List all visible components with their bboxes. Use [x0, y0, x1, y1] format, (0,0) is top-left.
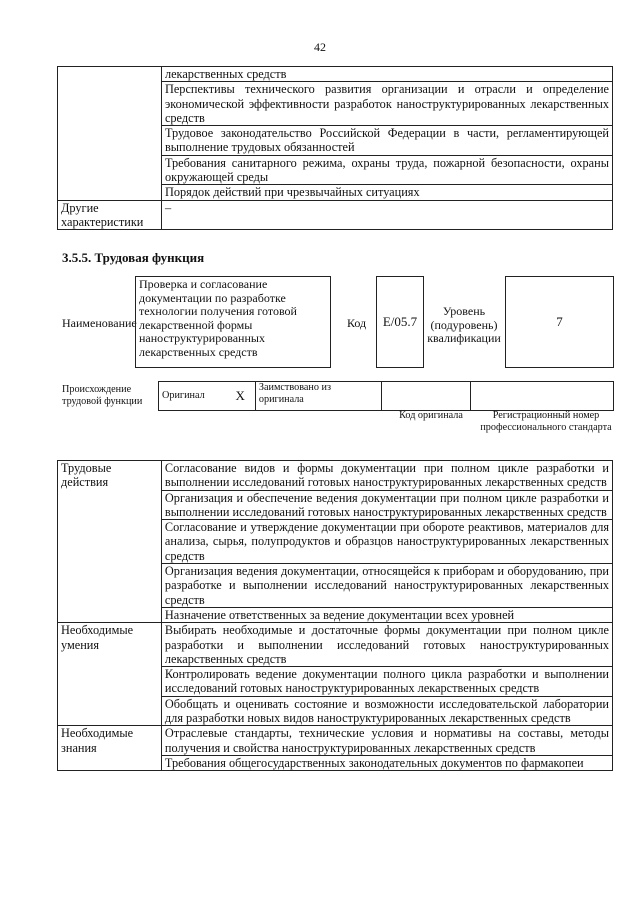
main-table	[57, 460, 613, 771]
original-mark: X	[225, 382, 255, 411]
original-code-caption: Код оригинала	[399, 410, 463, 421]
top-table	[57, 66, 613, 230]
list-item: Обобщать и оценивать состояние и возможности исследовательской лаборатории для разработки новых видов наноструктурированных лекарственных средств	[161, 696, 612, 726]
qualification-level-value: 7	[505, 276, 614, 368]
list-item: Выбирать необходимые и достаточные формы документации при полном цикле разработки и выполнении исследований готовых наноструктурированных лекарственных средств	[161, 623, 612, 667]
list-item: Организация ведения документации, относящейся к приборам и оборудованию, при разработке и выполнении исследований наноструктурированных лекарственных средств	[161, 564, 612, 608]
required-skills-label: Необходимые умения	[58, 623, 162, 726]
page-number: 42	[314, 40, 326, 54]
qualification-level-label: Уровень (подуровень) квалификации	[427, 304, 501, 345]
list-item: Отраслевые стандарты, технические условия и нормативы на составы, методы получения и свойства наноструктурированных лекарственных средств	[161, 726, 612, 756]
code-value: E/05.7	[376, 276, 424, 368]
function-name-value: Проверка и согласование документации по разработке технологии получения готовой лекарственной формы наноструктурированных лекарственных средств	[135, 276, 331, 368]
list-item: Требования санитарного режима, охраны труда, пожарной безопасности, охраны окружающей среды	[161, 155, 612, 185]
list-item: Порядок действий при чрезвычайных ситуациях	[161, 185, 612, 200]
section-heading: 3.5.5. Трудовая функция	[62, 250, 205, 265]
original-code-cell	[381, 382, 471, 411]
name-label: Наименование	[62, 316, 137, 330]
list-item: Требования общегосударственных законодательных документов по фармакопеи	[161, 755, 612, 770]
list-item: Организация и обеспечение ведения документации при полном цикле разработки и выполнении исследований готовых наноструктурированных лекарственных средств	[161, 490, 612, 520]
list-item: Назначение ответственных за ведение документации всех уровней	[161, 607, 612, 622]
list-item: Согласование видов и формы документации при полном цикле разработки и выполнении исследований готовых наноструктурированных лекарственных средств	[161, 461, 612, 491]
borrowed-label: Заимствовано из оригинала	[255, 382, 381, 411]
other-characteristics-value: –	[161, 200, 612, 230]
original-label: Оригинал	[159, 382, 226, 411]
list-item: лекарственных средств	[161, 67, 612, 82]
origin-label: Происхождение трудовой функции	[62, 384, 143, 407]
origin-table	[158, 381, 614, 411]
code-label: Код	[347, 316, 367, 330]
top-table-label-cell	[58, 67, 162, 201]
list-item: Согласование и утверждение документации при обороте реактивов, материалов для анализа, сырья, полупродуктов и образцов наноструктурированных лекарственных средств	[161, 520, 612, 564]
registration-number-cell	[471, 382, 614, 411]
registration-number-caption: Регистрационный номер профессионального стандарта	[480, 410, 612, 433]
required-knowledge-label: Необходимые знания	[58, 726, 162, 771]
labor-actions-label: Трудовые действия	[58, 461, 162, 623]
list-item: Контролировать ведение документации полного цикла разработки и выполнении исследований готовых наноструктурированных лекарственных средств	[161, 667, 612, 697]
list-item: Перспективы технического развития организации и отрасли и определение экономической эффективности разработок наноструктурированных лекарственных средств	[161, 82, 612, 126]
list-item: Трудовое законодательство Российской Федерации в части, регламентирующей выполнение трудовых обязанностей	[161, 126, 612, 156]
other-characteristics-label: Другие характеристики	[58, 200, 162, 230]
